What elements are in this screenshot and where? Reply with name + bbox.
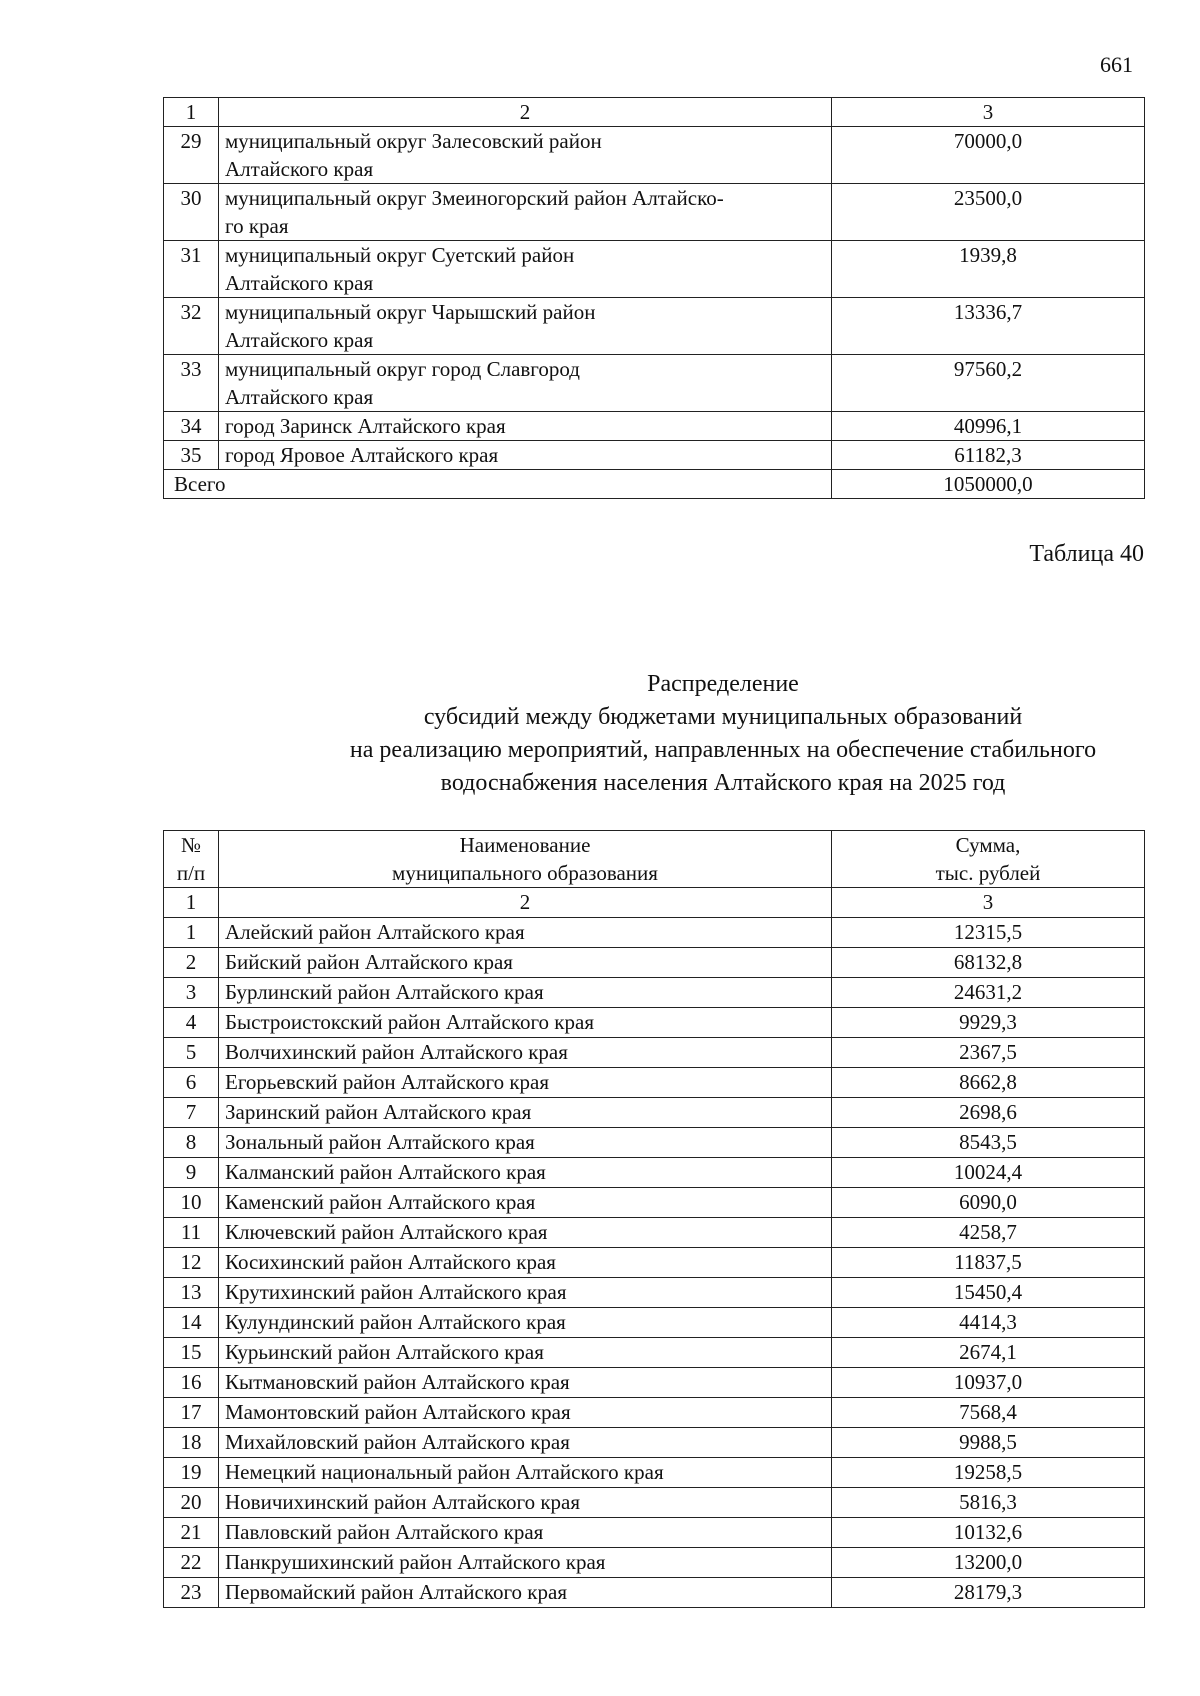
table-row (164, 1188, 1145, 1218)
col-number-1: 1 (164, 888, 219, 918)
header-number-cell (164, 831, 219, 888)
header-name-cell (219, 831, 832, 888)
row-number: 18 (164, 1428, 219, 1458)
municipality-name-line: муниципальный округ Чарышский район (225, 300, 596, 324)
row-number: 33 (164, 355, 219, 412)
row-number: 16 (164, 1368, 219, 1398)
subsidy-amount: 7568,4 (832, 1398, 1145, 1428)
subsidy-amount: 15450,4 (832, 1278, 1145, 1308)
municipality-name-line: Алтайского края (225, 385, 374, 409)
table-row (164, 948, 1145, 978)
col-number-3: 3 (832, 98, 1145, 127)
table-row (164, 1278, 1145, 1308)
table2-header (164, 831, 1145, 918)
municipality-name (219, 298, 832, 355)
document-title (163, 668, 1200, 800)
table-row (164, 978, 1145, 1008)
row-number: 3 (164, 978, 219, 1008)
table-row (164, 1158, 1145, 1188)
municipality-name: Кытмановский район Алтайского края (219, 1368, 832, 1398)
row-number: 12 (164, 1248, 219, 1278)
row-number: 14 (164, 1308, 219, 1338)
table-row (164, 1038, 1145, 1068)
municipality-name: Новичихинский район Алтайского края (219, 1488, 832, 1518)
title-line: Распределение (647, 671, 799, 697)
table-header-row (164, 831, 1145, 888)
municipality-name-line: Алтайского края (225, 271, 374, 295)
table-row (164, 1218, 1145, 1248)
municipality-name-line: муниципальный округ Залесовский район (225, 129, 602, 153)
table-row (164, 1548, 1145, 1578)
subsidy-amount: 9929,3 (832, 1008, 1145, 1038)
table-row (164, 298, 1145, 355)
subsidy-amount: 11837,5 (832, 1248, 1145, 1278)
table-row (164, 1248, 1145, 1278)
subsidy-amount: 6090,0 (832, 1188, 1145, 1218)
municipality-name: Кулундинский район Алтайского края (219, 1308, 832, 1338)
municipality-name (219, 127, 832, 184)
municipality-name: Бурлинский район Алтайского края (219, 978, 832, 1008)
total-amount: 1050000,0 (832, 470, 1145, 499)
municipality-name-line: город Яровое Алтайского края (225, 443, 499, 467)
municipality-name: Заринский район Алтайского края (219, 1098, 832, 1128)
municipality-name: Ключевский район Алтайского края (219, 1218, 832, 1248)
row-number: 29 (164, 127, 219, 184)
row-number: 15 (164, 1338, 219, 1368)
subsidy-amount: 19258,5 (832, 1458, 1145, 1488)
subsidy-amount: 9988,5 (832, 1428, 1145, 1458)
subsidy-amount: 1939,8 (832, 241, 1145, 298)
municipality-name-line: го края (225, 214, 289, 238)
row-number: 10 (164, 1188, 219, 1218)
row-number: 17 (164, 1398, 219, 1428)
municipality-name: Первомайский район Алтайского края (219, 1578, 832, 1608)
header-name-sublabel: муниципального образования (392, 861, 658, 885)
col-number-2: 2 (219, 98, 832, 127)
municipality-name-line: Алтайского края (225, 328, 374, 352)
municipality-name: Быстроистокский район Алтайского края (219, 1008, 832, 1038)
subsidy-amount: 4414,3 (832, 1308, 1145, 1338)
table-row (164, 1008, 1145, 1038)
subsidy-amount: 10132,6 (832, 1518, 1145, 1548)
municipality-name: Мамонтовский район Алтайского края (219, 1398, 832, 1428)
page-number: 661 (1100, 52, 1133, 77)
row-number: 9 (164, 1158, 219, 1188)
table-row (164, 127, 1145, 184)
subsidy-amount: 68132,8 (832, 948, 1145, 978)
table-row (164, 1368, 1145, 1398)
municipality-name-line: город Заринск Алтайского края (225, 414, 506, 438)
row-number: 1 (164, 918, 219, 948)
row-number: 31 (164, 241, 219, 298)
title-line: субсидий между бюджетами муниципальных образований (423, 704, 1023, 730)
table1-body (164, 98, 1145, 499)
row-number: 2 (164, 948, 219, 978)
col-number-3: 3 (832, 888, 1145, 918)
table-caption: Таблица 40 (1029, 541, 1144, 567)
table-row (164, 1458, 1145, 1488)
row-number: 13 (164, 1278, 219, 1308)
subsidy-amount: 97560,2 (832, 355, 1145, 412)
table-row (164, 184, 1145, 241)
total-label: Всего (164, 470, 832, 499)
row-number: 11 (164, 1218, 219, 1248)
table-row (164, 1398, 1145, 1428)
subsidy-amount: 13336,7 (832, 298, 1145, 355)
table-row (164, 1338, 1145, 1368)
subsidy-amount: 61182,3 (832, 441, 1145, 470)
table-row (164, 1128, 1145, 1158)
table-row (164, 1488, 1145, 1518)
municipality-name: Волчихинский район Алтайского края (219, 1038, 832, 1068)
subsidy-amount: 24631,2 (832, 978, 1145, 1008)
row-number: 7 (164, 1098, 219, 1128)
table-row (164, 918, 1145, 948)
row-number: 35 (164, 441, 219, 470)
subsidy-amount: 2367,5 (832, 1038, 1145, 1068)
col-number-2: 2 (219, 888, 832, 918)
municipality-name: Калманский район Алтайского края (219, 1158, 832, 1188)
subsidy-amount: 8662,8 (832, 1068, 1145, 1098)
table-row (164, 355, 1145, 412)
municipality-name: Каменский район Алтайского края (219, 1188, 832, 1218)
row-number: 5 (164, 1038, 219, 1068)
row-number: 23 (164, 1578, 219, 1608)
municipality-name (219, 241, 832, 298)
subsidy-amount: 8543,5 (832, 1128, 1145, 1158)
total-row (164, 470, 1145, 499)
municipality-name (219, 412, 832, 441)
header-sum-cell (832, 831, 1145, 888)
row-number: 21 (164, 1518, 219, 1548)
municipality-name: Алейский район Алтайского края (219, 918, 832, 948)
subsidy-amount: 5816,3 (832, 1488, 1145, 1518)
municipality-name: Немецкий национальный район Алтайского края (219, 1458, 832, 1488)
header-number-sublabel: п/п (176, 861, 206, 885)
municipality-name-line: муниципальный округ Суетский район (225, 243, 575, 267)
table-header-row (164, 98, 1145, 127)
header-sum-sublabel: тыс. рублей (935, 861, 1041, 885)
municipality-name: Бийский район Алтайского края (219, 948, 832, 978)
table-row (164, 1428, 1145, 1458)
row-number: 22 (164, 1548, 219, 1578)
row-number: 8 (164, 1128, 219, 1158)
subsidy-amount: 12315,5 (832, 918, 1145, 948)
municipality-name (219, 355, 832, 412)
subsidy-amount: 40996,1 (832, 412, 1145, 441)
table-row (164, 1518, 1145, 1548)
row-number: 4 (164, 1008, 219, 1038)
municipality-name: Косихинский район Алтайского края (219, 1248, 832, 1278)
subsidy-amount: 4258,7 (832, 1218, 1145, 1248)
municipality-name: Егорьевский район Алтайского края (219, 1068, 832, 1098)
col-number-1: 1 (164, 98, 219, 127)
table-row (164, 1068, 1145, 1098)
subsidy-amount: 10024,4 (832, 1158, 1145, 1188)
municipality-name: Михайловский район Алтайского края (219, 1428, 832, 1458)
row-number: 6 (164, 1068, 219, 1098)
table2-body (164, 918, 1145, 1608)
header-name-label: Наименование (459, 833, 591, 857)
header-sum-label: Сумма, (955, 833, 1021, 857)
subsidy-amount: 28179,3 (832, 1578, 1145, 1608)
municipality-name-line: муниципальный округ Змеиногорский район Алтайско- (225, 186, 724, 210)
municipality-name: Павловский район Алтайского края (219, 1518, 832, 1548)
municipality-name: Курьинский район Алтайского края (219, 1338, 832, 1368)
column-number-row (164, 888, 1145, 918)
row-number: 34 (164, 412, 219, 441)
subsidy-amount: 13200,0 (832, 1548, 1145, 1578)
title-line: на реализацию мероприятий, направленных на обеспечение стабильного (349, 737, 1097, 763)
table-row (164, 1308, 1145, 1338)
subsidy-amount: 2698,6 (832, 1098, 1145, 1128)
row-number: 30 (164, 184, 219, 241)
subsidy-amount: 70000,0 (832, 127, 1145, 184)
table-row (164, 241, 1145, 298)
subsidy-amount: 10937,0 (832, 1368, 1145, 1398)
subsidy-amount: 2674,1 (832, 1338, 1145, 1368)
municipality-name-line: муниципальный округ город Славгород (225, 357, 580, 381)
row-number: 19 (164, 1458, 219, 1488)
municipality-name (219, 184, 832, 241)
table-row (164, 1578, 1145, 1608)
subsidy-distribution-table (163, 830, 1145, 1608)
municipality-name-line: Алтайского края (225, 157, 374, 181)
row-number: 32 (164, 298, 219, 355)
table-row (164, 441, 1145, 470)
table-row (164, 412, 1145, 441)
municipality-name: Крутихинский район Алтайского края (219, 1278, 832, 1308)
municipality-name (219, 441, 832, 470)
municipality-name: Панкрушихинский район Алтайского края (219, 1548, 832, 1578)
title-line: водоснабжения населения Алтайского края на 2025 год (440, 770, 1006, 796)
row-number: 20 (164, 1488, 219, 1518)
subsidy-amount: 23500,0 (832, 184, 1145, 241)
subsidy-table-continued (163, 97, 1145, 499)
table-row (164, 1098, 1145, 1128)
header-number-label: № (180, 833, 202, 857)
municipality-name: Зональный район Алтайского края (219, 1128, 832, 1158)
